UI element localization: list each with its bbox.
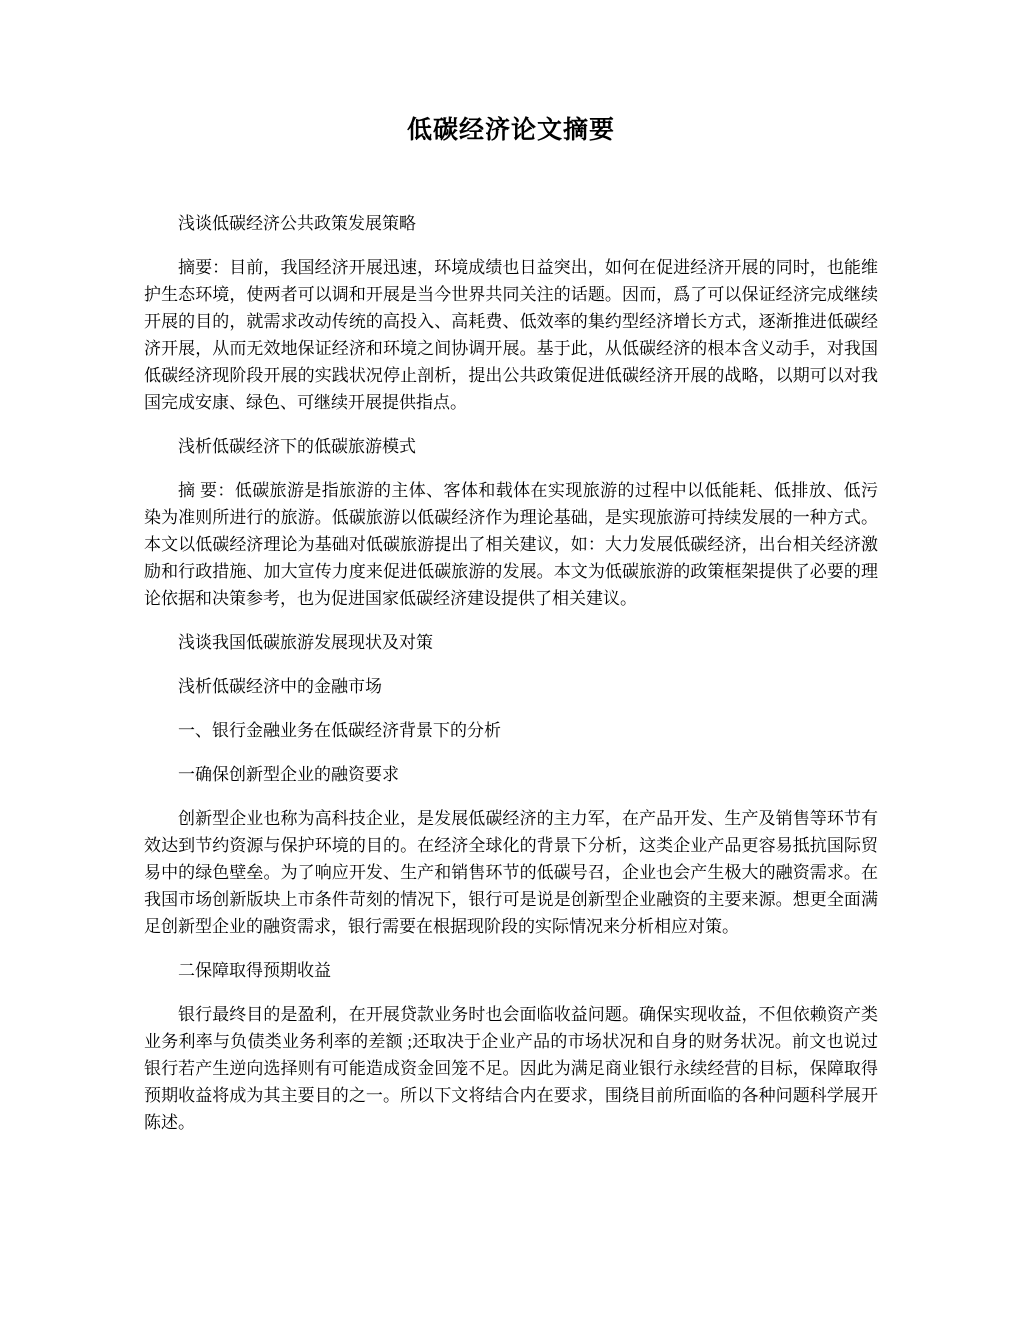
section-heading: 浅析低碳经济中的金融市场 (178, 677, 382, 696)
paragraph: 摘要：目前，我国经济开展迅速，环境成绩也日益突出，如何在促进经济开展的同时，也能维护生态环境，使两者可以调和开展是当今世界共同关注的话题。因而，爲了可以保证经济完成继续开展的目的，就需求改动传统的高投入、高耗费、低效率的集约型经济增长方式，逐渐推进低碳经济开展，从而无效地保证经济和环境之间协调开展。基于此，从低碳经济的根本含义动手，对我国低碳经济现阶段开展的实践状况停止剖析，提出公共政策促进低碳经济开展的战略，以期可以对我国完成安康、绿色、可继续开展提供指点。 (144, 258, 878, 412)
section-heading: 浅析低碳经济下的低碳旅游模式 (178, 437, 416, 456)
section-heading: 一确保创新型企业的融资要求 (178, 765, 399, 784)
paragraph: 摘 要：低碳旅游是指旅游的主体、客体和载体在实现旅游的过程中以低能耗、低排放、低污染为准则所进行的旅游。低碳旅游以低碳经济作为理论基础，是实现旅游可持续发展的一种方式。本文以低碳经济理论为基础对低碳旅游提出了相关建议，如：大力发展低碳经济，出台相关经济激励和行政措施、加大宣传力度来促进低碳旅游的发展。本文为低碳旅游的政策框架提供了必要的理论依据和决策参考，也为促进国家低碳经济建设提供了相关建议。 (144, 481, 878, 608)
paragraph: 银行最终目的是盈利，在开展贷款业务时也会面临收益问题。确保实现收益，不但依赖资产类业务利率与负债类业务利率的差额 ;还取决于企业产品的市场状况和自身的财务状况。前文也说过银行若产生逆向选择则有可能造成资金回笼不足。因此为满足商业银行永续经营的目标，保障取得预期收益将成为其主要目的之一。所以下文将结合内在要求，围绕目前所面临的各种问题科学展开陈述。 (144, 1005, 878, 1132)
document-body (144, 210, 878, 1136)
section-heading: 浅谈我国低碳旅游发展现状及对策 (178, 633, 433, 652)
section-heading: 一、银行金融业务在低碳经济背景下的分析 (178, 721, 501, 740)
document-title: 低碳经济论文摘要 (406, 117, 615, 144)
paragraph: 创新型企业也称为高科技企业，是发展低碳经济的主力军，在产品开发、生产及销售等环节有效达到节约资源与保护环境的目的。在经济全球化的背景下分析，这类企业产品更容易抵抗国际贸易中的绿色壁垒。为了响应开发、生产和销售环节的低碳号召，企业也会产生极大的融资需求。在我国市场创新版块上市条件苛刻的情况下，银行可是说是创新型企业融资的主要来源。想更全面满足创新型企业的融资需求，银行需要在根据现阶段的实际情况来分析相应对策。 (144, 809, 878, 936)
section-heading: 浅谈低碳经济公共政策发展策略 (178, 214, 416, 233)
section-heading: 二保障取得预期收益 (178, 961, 331, 980)
